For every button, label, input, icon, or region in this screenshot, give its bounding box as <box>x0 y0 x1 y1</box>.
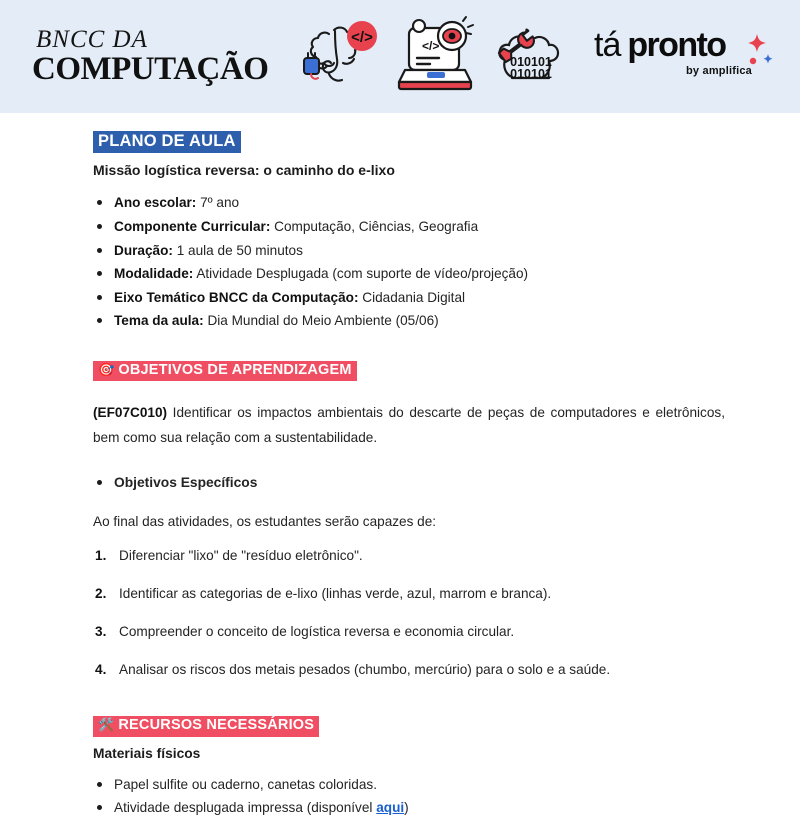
laptop-eye-icon <box>397 16 477 98</box>
target-icon: 🎯 <box>98 362 115 378</box>
objectives-numbered-list <box>93 545 725 680</box>
objectives-lead-in: Ao final das atividades, os estudantes serão capazes de: <box>93 514 437 530</box>
svg-text:010101: 010101 <box>510 66 552 81</box>
tools-icon: 🛠️ <box>98 717 115 733</box>
svg-text:010101: 010101 <box>510 54 552 69</box>
bncc-logo-line2: COMPUTAÇÃO <box>32 51 269 87</box>
svg-text:</>: </> <box>422 38 440 53</box>
lesson-title: Missão logística reversa: o caminho do e-lixo <box>93 162 395 179</box>
section-header-recursos-label: RECURSOS NECESSÁRIOS <box>118 717 315 734</box>
brand-word-pronto: pronto <box>627 26 726 64</box>
objetivos-especificos-list <box>93 472 725 493</box>
meta-label: Eixo Temático BNCC da Computação: <box>114 289 359 305</box>
brand-word-ta: tá <box>594 26 621 64</box>
list-item: Analisar os riscos dos metais pesados (chumbo, mercúrio) para o solo e a saúde. <box>119 662 611 678</box>
list-item: Compreender o conceito de logística reversa e economia circular. <box>119 624 515 640</box>
list-item <box>93 240 725 261</box>
list-item <box>93 216 725 237</box>
brain-code-icon <box>299 16 385 98</box>
meta-label: Ano escolar: <box>114 195 197 211</box>
list-item: Diferenciar "lixo" de "resíduo eletrônico". <box>119 548 363 564</box>
list-item <box>93 287 725 308</box>
meta-label: Tema da aula: <box>114 313 204 329</box>
recursos-section <box>93 716 725 818</box>
meta-label: Componente Curricular: <box>114 219 271 235</box>
document-body <box>0 113 800 818</box>
lesson-meta-list <box>93 192 725 331</box>
tapronto-logo <box>594 28 774 90</box>
section-header-plano-de-aula: PLANO DE AULA <box>93 131 241 153</box>
meta-value: 7º ano <box>200 195 240 211</box>
header-illustrations <box>299 16 573 98</box>
skill-paragraph <box>93 401 725 449</box>
materials-title: Materiais físicos <box>93 745 201 761</box>
page-header <box>0 0 800 113</box>
list-item: Objetivos Específicos <box>93 472 725 493</box>
brand-byline: by amplifica <box>686 65 752 77</box>
list-item: Identificar as categorias de e-lixo (linhas verde, azul, marrom e branca). <box>119 586 552 602</box>
resource-text-prefix: Atividade desplugada impressa (disponível <box>114 800 377 816</box>
objetivos-section <box>93 361 725 680</box>
meta-value: Atividade Desplugada (com suporte de vídeo/projeção) <box>196 266 529 282</box>
skill-text: Identificar os impactos ambientais do descarte de peças de computadores e eletrônicos, bem como sua relação com a sustentabilidade. <box>93 405 725 445</box>
list-item: Papel sulfite ou caderno, canetas coloridas. <box>93 774 725 795</box>
meta-value: 1 aula de 50 minutos <box>176 242 303 258</box>
section-header-recursos <box>93 716 319 736</box>
meta-label: Duração: <box>114 242 173 258</box>
meta-label: Modalidade: <box>114 266 194 282</box>
meta-value: Computação, Ciências, Geografia <box>274 219 479 235</box>
skill-code: (EF07C010) <box>93 405 168 421</box>
resources-list <box>93 774 725 818</box>
section-header-objetivos-label: OBJETIVOS DE APRENDIZAGEM <box>118 362 352 379</box>
list-item <box>93 192 725 213</box>
meta-value: Cidadania Digital <box>362 289 466 305</box>
resource-text-suffix: ) <box>404 800 409 816</box>
wrench-cloud-binary-icon <box>489 16 573 98</box>
meta-value: Dia Mundial do Meio Ambiente (05/06) <box>207 313 439 329</box>
section-header-objetivos <box>93 361 357 381</box>
plano-de-aula-section <box>93 131 725 331</box>
sparkle-icon <box>740 32 774 72</box>
list-item <box>93 310 725 331</box>
bncc-logo-line1: BNCC DA <box>36 26 148 53</box>
resource-link-aqui[interactable]: aqui <box>376 800 405 816</box>
svg-text:</>: </> <box>351 28 373 46</box>
list-item <box>93 263 725 284</box>
bncc-logo <box>32 26 269 87</box>
list-item <box>93 797 725 818</box>
